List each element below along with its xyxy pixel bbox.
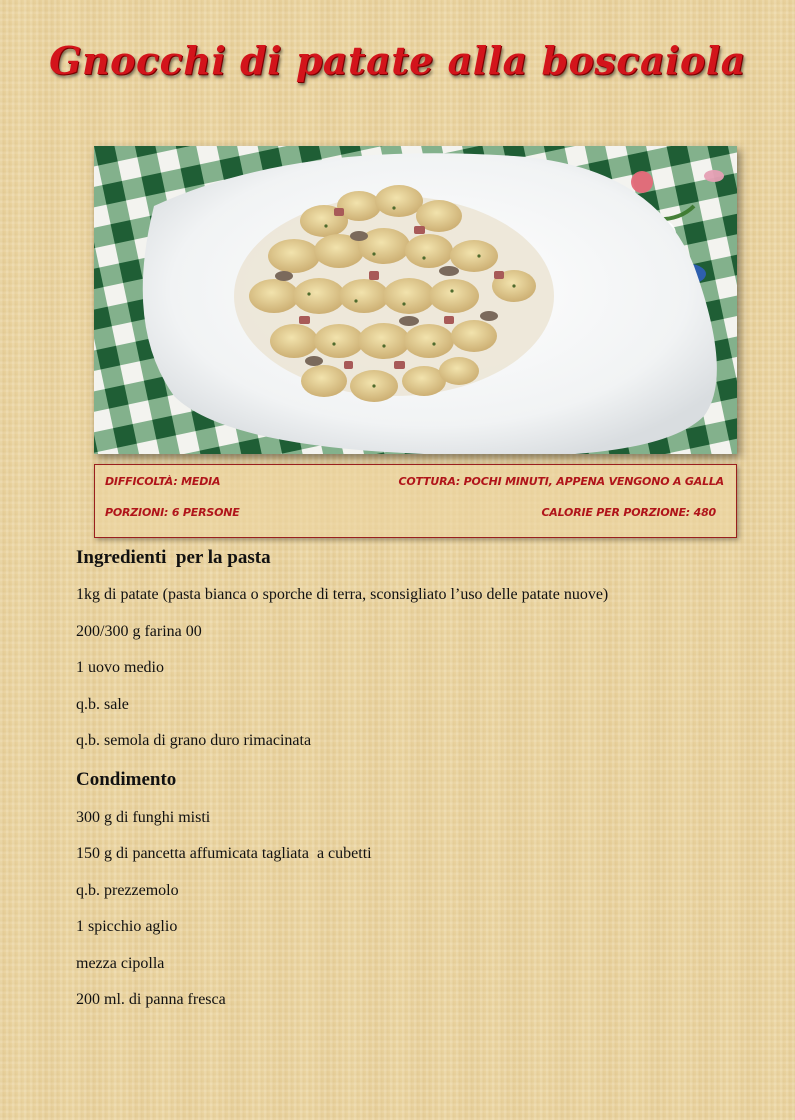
condimento-heading: Condimento xyxy=(76,769,177,790)
list-item: q.b. sale xyxy=(76,696,129,713)
list-item: q.b. prezzemolo xyxy=(76,882,179,899)
list-item: 1kg di patate (pasta bianca o sporche di terra, sconsigliato l’uso delle patate nuove) xyxy=(76,586,609,603)
calories-label: CALORIE PER PORZIONE: 480 xyxy=(541,506,716,519)
list-item: 1 spicchio aglio xyxy=(76,918,178,935)
cooking-label: COTTURA: POCHI MINUTI, APPENA VENGONO A GALLA xyxy=(398,475,724,488)
list-item: 200 ml. di panna fresca xyxy=(76,991,226,1008)
list-item: 150 g di pancetta affumicata tagliata a cubetti xyxy=(76,845,372,862)
difficulty-label: DIFFICOLTÀ: MEDIA xyxy=(105,475,221,488)
list-item: 200/300 g farina 00 xyxy=(76,623,202,640)
recipe-title: Gnocchi di patate alla boscaiola xyxy=(49,38,746,83)
recipe-info-box xyxy=(94,464,737,538)
list-item: q.b. semola di grano duro rimacinata xyxy=(76,732,312,749)
dish-photo xyxy=(94,146,737,454)
list-item: 1 uovo medio xyxy=(76,659,164,676)
servings-label: PORZIONI: 6 PERSONE xyxy=(105,506,240,519)
list-item: mezza cipolla xyxy=(76,955,165,972)
list-item: 300 g di funghi misti xyxy=(76,809,211,826)
pasta-heading: Ingredienti per la pasta xyxy=(76,547,271,568)
